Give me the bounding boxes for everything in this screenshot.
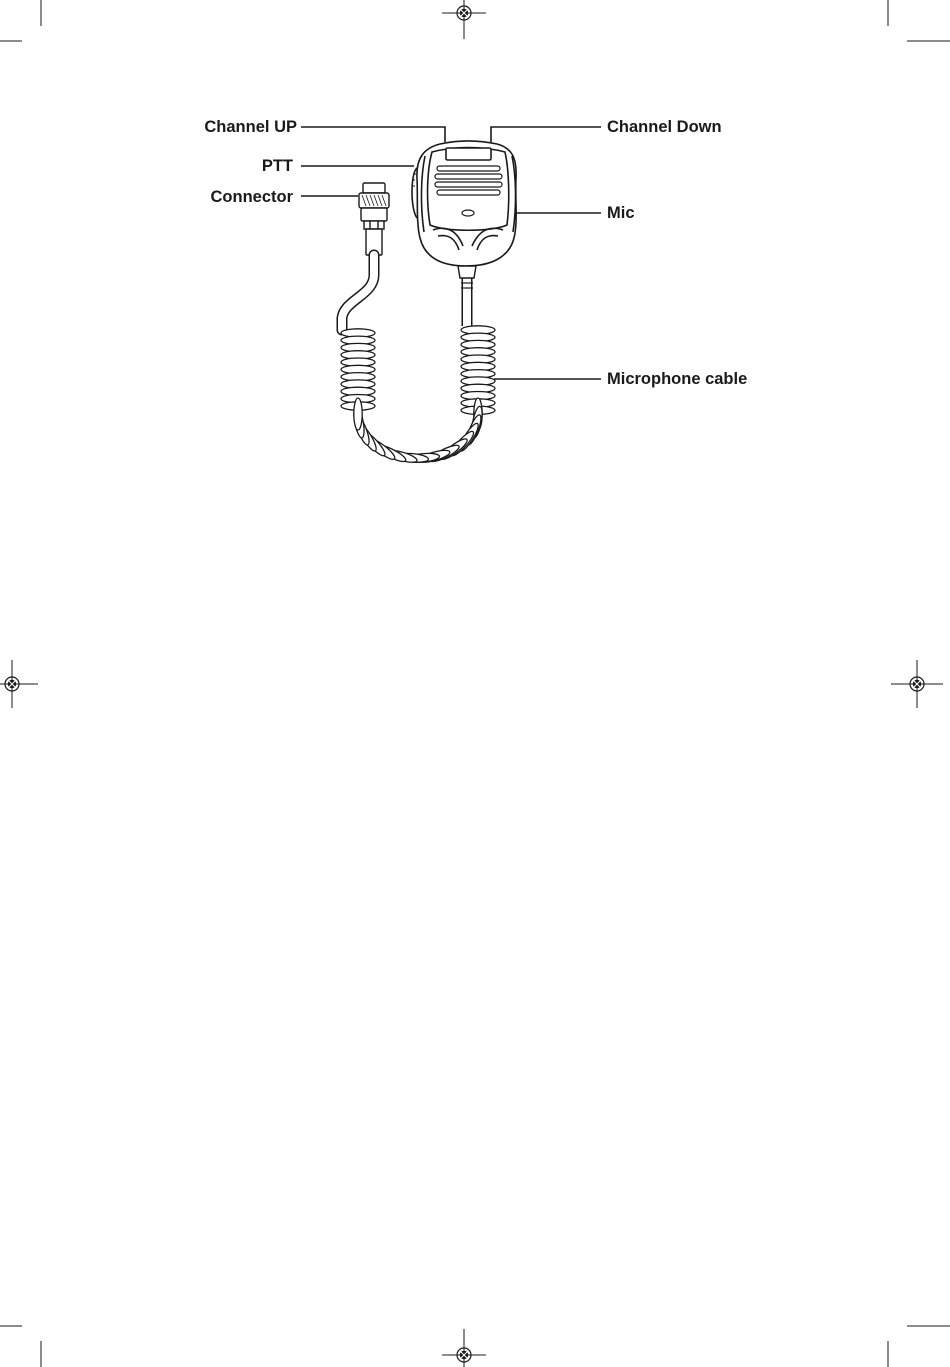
- microphone-body: [412, 141, 516, 278]
- connector-plug: [359, 183, 389, 255]
- channel-up-label: Channel UP: [204, 118, 297, 136]
- ptt-label: PTT: [261, 157, 293, 175]
- coiled-cable: [341, 326, 495, 465]
- cable-from-connector: [342, 255, 374, 330]
- crosshair-registration-icon: [891, 660, 943, 708]
- microphone-cable-label: Microphone cable: [607, 370, 748, 388]
- crosshair-registration-icon: [0, 660, 38, 708]
- crosshair-registration-icon: [442, 1329, 486, 1367]
- strain-relief: [458, 266, 476, 278]
- crosshair-registration-icon: [442, 0, 486, 39]
- connector-label: Connector: [210, 188, 293, 206]
- leader-line-channel-up: [301, 127, 445, 142]
- leader-line-channel-down: [491, 127, 601, 142]
- mic-hole: [462, 210, 474, 216]
- channel-down-label: Channel Down: [607, 118, 722, 136]
- display-window: [446, 148, 491, 160]
- coil-loop: [354, 398, 362, 430]
- mic-label: Mic: [607, 204, 635, 222]
- cable-from-mic: [461, 272, 473, 326]
